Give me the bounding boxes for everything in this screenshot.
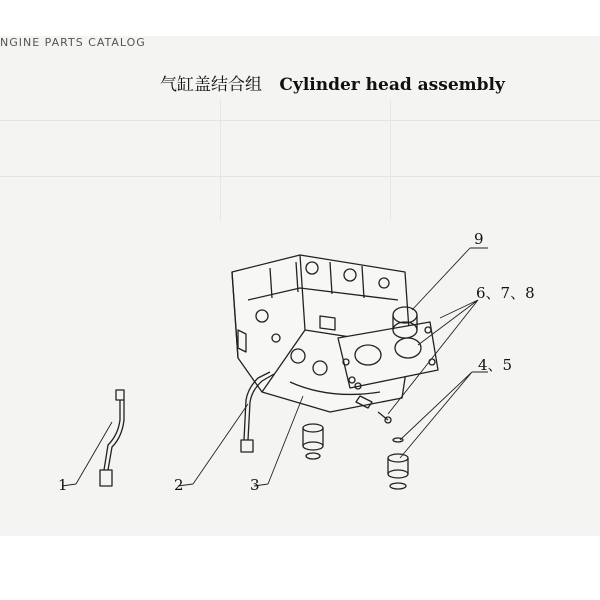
part-4-5-sleeve (388, 438, 408, 489)
leader-4-5 (400, 372, 488, 458)
leader-2 (178, 404, 248, 486)
part-1-pipe (100, 390, 124, 486)
callout-9: 9 (474, 230, 484, 248)
leader-1 (62, 422, 112, 486)
leader-3 (254, 396, 303, 486)
callout-2: 2 (174, 476, 184, 494)
callout-4-5: 4、5 (478, 356, 513, 374)
part-3-sleeve (303, 424, 323, 459)
callout-1: 1 (58, 476, 68, 494)
title-english: Cylinder head assembly (279, 75, 505, 95)
callout-3: 3 (250, 476, 260, 494)
page-header: NGINE PARTS CATALOG (0, 36, 146, 49)
title-chinese: 气缸盖结合组 (160, 75, 262, 95)
callout-6-7-8: 6、7、8 (476, 284, 535, 302)
